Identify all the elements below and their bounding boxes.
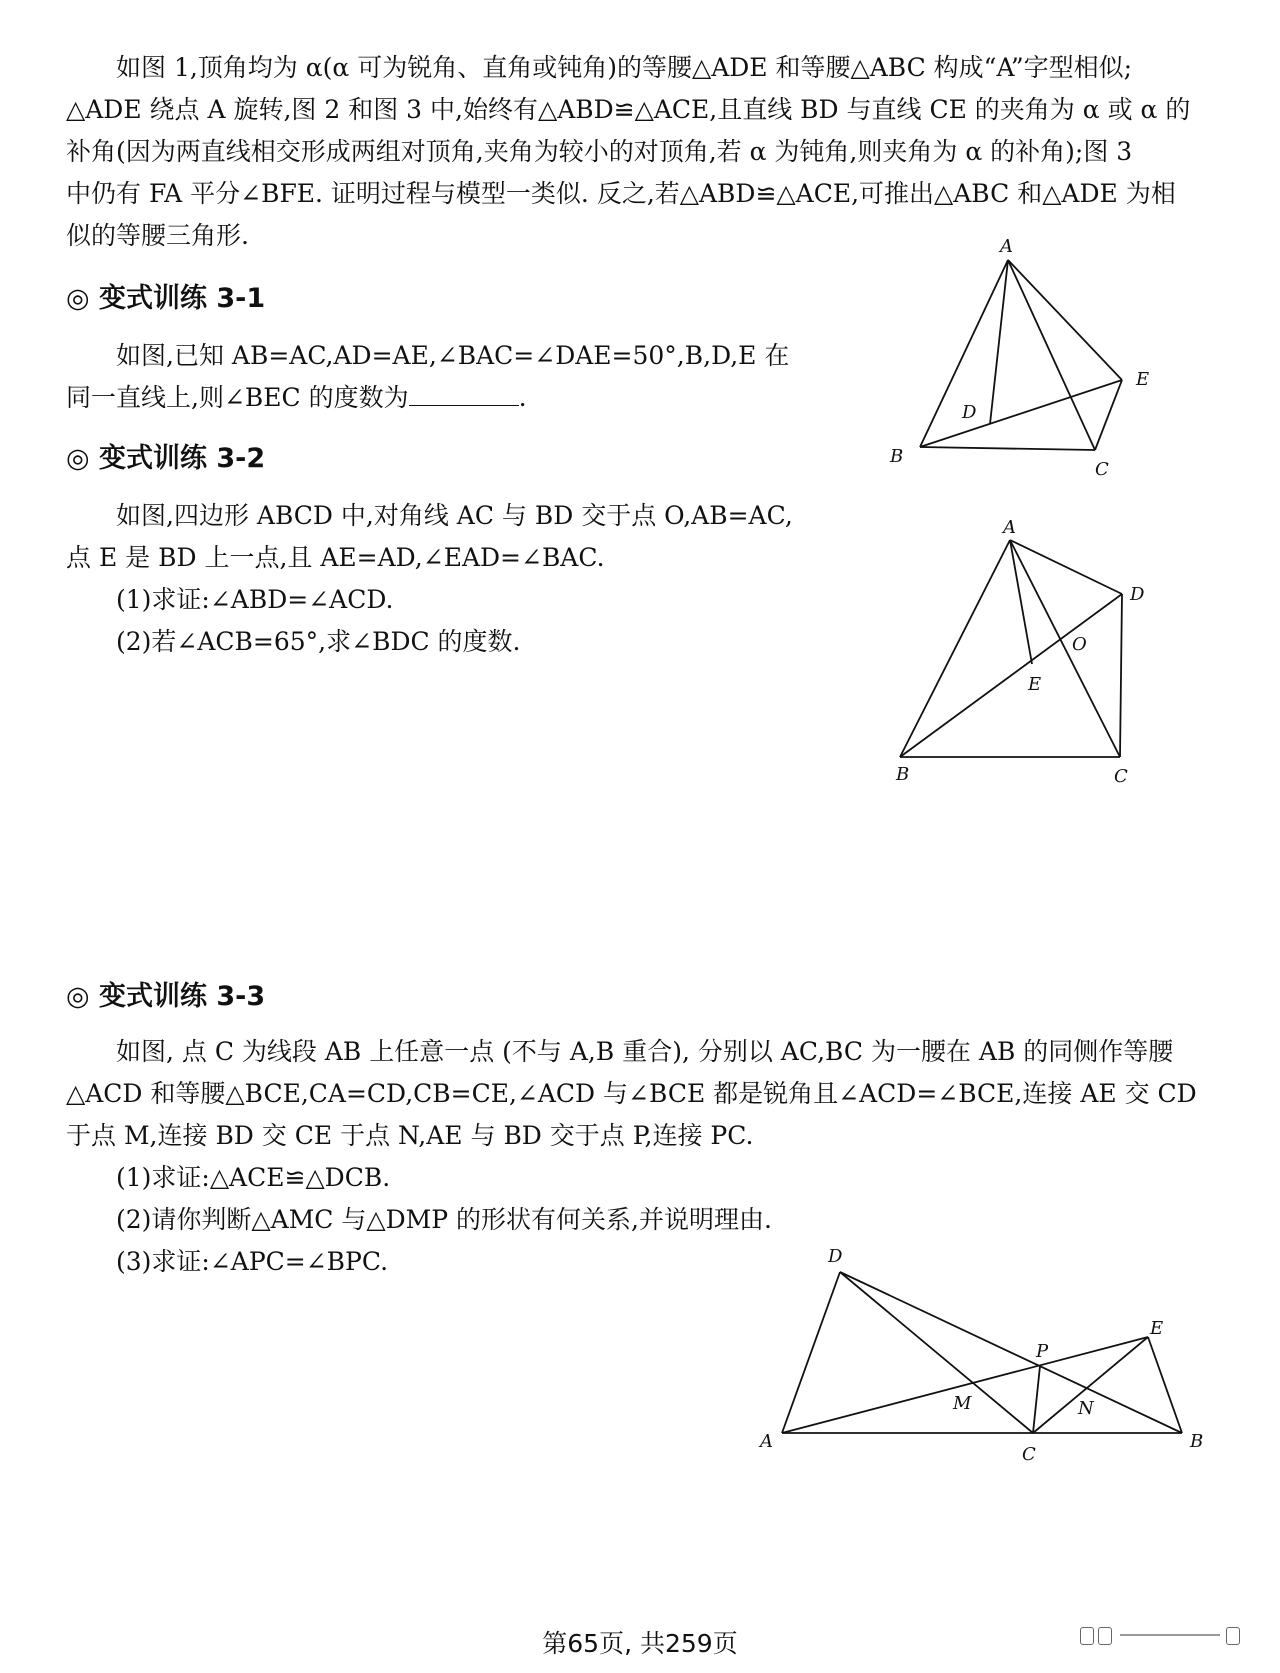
figure-3-3 xyxy=(760,1240,1220,1470)
segment-ae xyxy=(1010,540,1032,664)
exercise-3-3-q3: (3)求证:∠APC=∠BPC. xyxy=(116,1247,389,1276)
segment-ac xyxy=(1010,540,1120,757)
label-p: P xyxy=(1036,1341,1049,1362)
label-b: B xyxy=(1190,1431,1204,1452)
label-a: A xyxy=(1003,517,1016,538)
exercise-3-3-text: △ACD 和等腰△BCE,CA=CD,CB=CE,∠ACD 与∠BCE 都是锐角且∠ACD=∠BCE,连接 AE 交 CD xyxy=(66,1079,1197,1108)
segment-ab xyxy=(900,540,1010,757)
view-toggle-icon[interactable] xyxy=(1098,1627,1112,1645)
label-e: E xyxy=(1136,369,1150,390)
exercise-3-1-text: 如图,已知 AB=AC,AD=AE,∠BAC=∠DAE=50°,B,D,E 在 xyxy=(116,341,790,370)
label-c: C xyxy=(1114,766,1128,787)
segment-ad xyxy=(1010,540,1122,594)
label-c: C xyxy=(1095,459,1109,480)
label-e: E xyxy=(1150,1318,1164,1339)
question-text: 同一直线上,则∠BEC 的度数为 xyxy=(66,383,409,412)
exercise-3-3-text: 于点 M,连接 BD 交 CE 于点 N,AE 与 BD 交于点 P,连接 PC. xyxy=(66,1121,754,1150)
view-toggle-icon[interactable] xyxy=(1080,1627,1094,1645)
intro-line: 如图 1,顶角均为 α(α 可为锐角、直角或钝角)的等腰△ADE 和等腰△ABC 构成“A”字型相似; xyxy=(116,53,1133,82)
segment-bc xyxy=(920,447,1095,450)
page-indicator: 第65页, 共259页 xyxy=(542,1629,738,1658)
intro-line: 补角(因为两直线相交形成两组对顶角,夹角为较小的对顶角,若 α 为钝角,则夹角为 α 的补角);图 3 xyxy=(66,137,1133,166)
figure-3-2 xyxy=(880,510,1160,787)
segment-be xyxy=(920,380,1122,447)
exercise-3-2-q1: (1)求证:∠ABD=∠ACD. xyxy=(116,585,394,614)
intro-line: 似的等腰三角形. xyxy=(66,221,249,250)
exercise-3-3-text: 如图, 点 C 为线段 AB 上任意一点 (不与 A,B 重合), 分别以 AC,BC 为一腰在 AB 的同侧作等腰 xyxy=(116,1037,1174,1066)
label-m: M xyxy=(953,1393,972,1414)
label-d: D xyxy=(1130,584,1145,605)
answer-blank xyxy=(409,385,519,406)
scroll-track[interactable] xyxy=(1120,1634,1220,1636)
exercise-3-3-q2: (2)请你判断△AMC 与△DMP 的形状有何关系,并说明理由. xyxy=(116,1205,772,1234)
label-d: D xyxy=(962,402,977,423)
exercise-3-1-question xyxy=(66,378,527,414)
segment-cd xyxy=(1120,594,1122,757)
label-c: C xyxy=(1022,1444,1036,1465)
segment-ae xyxy=(1008,260,1122,380)
viewer-toolbar xyxy=(1080,1624,1260,1646)
exercise-3-3-q1: (1)求证:△ACE≌△DCB. xyxy=(116,1163,391,1192)
exercise-3-2-heading: ◎ 变式训练 3-2 xyxy=(66,443,266,474)
exercise-3-1-heading: ◎ 变式训练 3-1 xyxy=(66,283,266,314)
exercise-3-2-text: 点 E 是 BD 上一点,且 AE=AD,∠EAD=∠BAC. xyxy=(66,543,605,572)
segment-bd xyxy=(900,594,1122,757)
exercise-3-2-q2: (2)若∠ACB=65°,求∠BDC 的度数. xyxy=(116,627,521,656)
figure-3-1 xyxy=(880,230,1150,490)
label-b: B xyxy=(896,764,910,785)
segment-dc xyxy=(840,1272,1033,1433)
exercise-3-3-heading: ◎ 变式训练 3-3 xyxy=(66,981,266,1012)
segment-ad xyxy=(782,1272,840,1433)
label-e: E xyxy=(1028,674,1042,695)
label-d: D xyxy=(828,1246,843,1267)
view-toggle-icon[interactable] xyxy=(1226,1627,1240,1645)
label-o: O xyxy=(1072,634,1087,655)
segment-ce xyxy=(1095,380,1122,450)
segment-ad xyxy=(990,260,1008,424)
intro-line: 中仍有 FA 平分∠BFE. 证明过程与模型一类似. 反之,若△ABD≌△ACE,可推出△ABC 和△ADE 为相 xyxy=(66,179,1176,208)
question-end: . xyxy=(518,383,527,412)
intro-line: △ADE 绕点 A 旋转,图 2 和图 3 中,始终有△ABD≌△ACE,且直线 BD 与直线 CE 的夹角为 α 或 α 的 xyxy=(66,95,1191,124)
segment-ac xyxy=(1008,260,1095,450)
label-a: A xyxy=(1000,236,1013,257)
label-a: A xyxy=(760,1431,773,1452)
segment-pc xyxy=(1033,1366,1040,1433)
exercise-3-2-text: 如图,四边形 ABCD 中,对角线 AC 与 BD 交于点 O,AB=AC, xyxy=(116,501,793,530)
label-b: B xyxy=(890,446,904,467)
label-n: N xyxy=(1078,1398,1094,1419)
